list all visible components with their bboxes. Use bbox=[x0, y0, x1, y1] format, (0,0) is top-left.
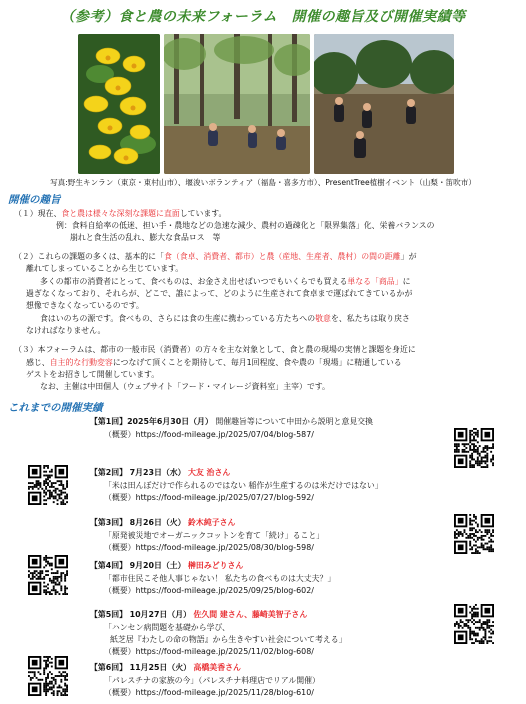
photo-caption: 写真:野生キンラン（東京・東村山市）、堰浚いボランティア（福島・喜多方市）、PresentTree植樹イベント（山梨・笛吹市） bbox=[50, 178, 476, 187]
purpose-heading: 開催の趣旨 bbox=[8, 194, 61, 206]
event-6-title: 【第6回】 11月25日（火） 高橋美香さん bbox=[90, 663, 241, 672]
qr-code-event-2[interactable] bbox=[28, 465, 68, 505]
event-6-topic: 「パレスチナの家族の今」（パレスチナ料理店でリアル開催） bbox=[104, 676, 320, 685]
purpose-para-2-line: 過ぎなくなっており、それらが、どこで、誰によって、どのように生産されて食卓まで運ばれてきているかが bbox=[26, 289, 413, 298]
event-3-topic: 「原発被災地でオーガニックコットンを育て「続け」ること」 bbox=[104, 531, 325, 540]
event-4-topic: 「都市住民こそ他人事じゃない！ 私たちの食べものは大丈夫？」 bbox=[104, 574, 336, 583]
event-5-summary-link[interactable]: （概要）https://food-mileage.jp/2025/11/02/blog-608/ bbox=[104, 647, 314, 656]
event-3-summary-link[interactable]: （概要）https://food-mileage.jp/2025/08/30/blog-598/ bbox=[104, 543, 314, 552]
purpose-para-2-line: 食はいのちの源です。食べもの、さらには食の生産に携わっている方たちへの敬意を、私たちは取り戻さ bbox=[40, 314, 410, 323]
photo-kinran-orchid bbox=[78, 34, 160, 174]
purpose-para-2-line: 想像できなくなっているのです。 bbox=[26, 301, 144, 310]
event-4-summary-link[interactable]: （概要）https://food-mileage.jp/2025/09/25/blog-602/ bbox=[104, 586, 314, 595]
photo-tree-planting bbox=[314, 34, 454, 174]
event-2-title: 【第2回】 7月23日（水） 大友 治さん bbox=[90, 468, 231, 477]
qr-code-event-5[interactable] bbox=[454, 604, 494, 644]
purpose-para-3-line: ゲストをお招きして開催しています。 bbox=[26, 370, 160, 379]
event-2-topic: 「米は田んぼだけで作られるのではない 稲作が生産するのは米だけではない」 bbox=[104, 481, 383, 490]
qr-code-event-4[interactable] bbox=[28, 555, 68, 595]
event-5-title: 【第5回】 10月27日（月） 佐久間 建さん、藤崎美智子さん bbox=[90, 610, 308, 619]
qr-code-event-3[interactable] bbox=[454, 514, 494, 554]
purpose-para-2-line: 多くの都市の消費者にとって、食べものは、お金さえ出せばいつでもいくらでも買える単なる「商品」に bbox=[40, 277, 411, 286]
event-2-summary-link[interactable]: （概要）https://food-mileage.jp/2025/07/27/blog-592/ bbox=[104, 493, 314, 502]
event-5-topic: 「ハンセン病問題を基礎から学び、 bbox=[104, 623, 230, 632]
purpose-para-1: （１）現在、食と農は様々な深刻な課題に直面しています。 bbox=[14, 209, 227, 218]
purpose-para-3: （３）本フォーラムは、都市の一般市民（消費者）の方々を主な対象として、食と農の現場の実情と課題を身近に bbox=[14, 345, 416, 354]
event-1-summary-link[interactable]: （概要）https://food-mileage.jp/2025/07/04/blog-587/ bbox=[104, 430, 314, 439]
purpose-para-1-example-cont: 崩れと食生活の乱れ、膨大な食品ロス 等 bbox=[70, 233, 221, 242]
qr-code-event-1[interactable] bbox=[454, 428, 494, 468]
event-1-title: 【第1回】2025年6月30日（月） 開催趣旨等について中田から説明と意見交換 bbox=[90, 417, 374, 426]
qr-code-event-6[interactable] bbox=[28, 656, 68, 696]
purpose-para-2: （２）これらの課題の多くは、基本的に「食（食卓、消費者、都市）と農（産地、生産者、農村）の間の距離」が bbox=[14, 252, 417, 261]
event-3-title: 【第3回】 8月26日（火） 鈴木純子さん bbox=[90, 518, 236, 527]
purpose-para-1-example: 例：食料自給率の低迷、担い手・農地などの急速な減少、農村の過疎化と「限界集落」化、栄養バランスの bbox=[56, 221, 435, 230]
purpose-para-2-line: 離れてしまっていることから生じています。 bbox=[26, 264, 184, 273]
event-5-topic-cont: 紙芝居『わたしの命の物語』から生きやすい社会について考える」 bbox=[110, 635, 347, 644]
event-6-summary-link[interactable]: （概要）https://food-mileage.jp/2025/11/28/blog-610/ bbox=[104, 688, 314, 697]
event-4-title: 【第4回】 9月20日（土） 榊田みどりさん bbox=[90, 561, 244, 570]
purpose-para-3-line: なお、主催は中田個人（ウェブサイト「フード・マイレージ資料室」主宰）です。 bbox=[40, 382, 330, 391]
page-title: （参考）食と農の未来フォーラム 開催の趣旨及び開催実績等 bbox=[60, 9, 466, 25]
record-heading: これまでの開催実績 bbox=[8, 402, 103, 414]
purpose-para-2-line: なければなりません。 bbox=[26, 326, 106, 335]
purpose-para-3-line: 感じ、自主的な行動変容につなげて頂くことを期待して、毎月1回程度、食や農の「現場」に精通している bbox=[26, 358, 402, 367]
photo-weir-volunteers bbox=[164, 34, 310, 174]
